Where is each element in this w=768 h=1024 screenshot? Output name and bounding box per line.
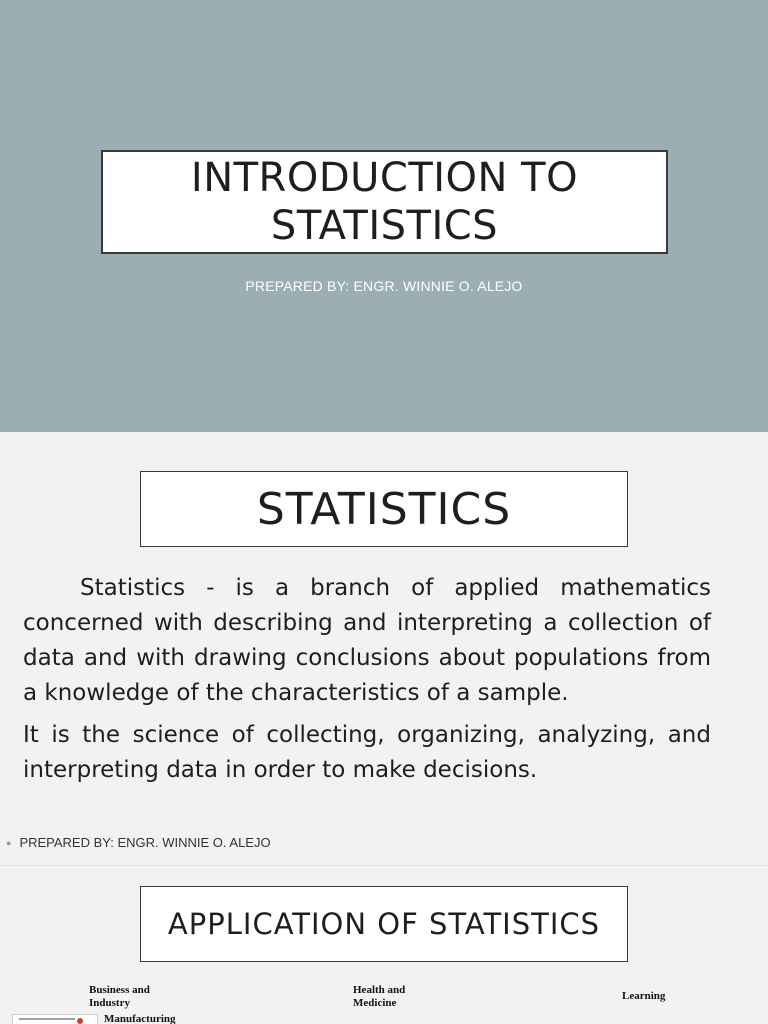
category-business-industry: Business and Industry [89, 984, 150, 1009]
footer-text: PREPARED BY: ENGR. WINNIE O. ALEJO [19, 835, 271, 850]
bullet-icon: ● [6, 837, 12, 848]
statistics-slide [0, 432, 768, 866]
title-slide [0, 0, 768, 432]
category-health-medicine: Health and Medicine [353, 984, 406, 1009]
slide-footer [6, 835, 271, 850]
category-manufacturing: Manufacturing [104, 1013, 176, 1024]
slide-title: APPLICATION OF STATISTICS [167, 907, 601, 941]
category-learning: Learning [622, 990, 666, 1002]
slide-title: INTRODUCTION TO STATISTICS [190, 155, 579, 249]
science-paragraph: It is the science of collecting, organizing, analyzing, and interpreting data in order to make decisions. [23, 722, 711, 783]
slide-subtitle: PREPARED BY: ENGR. WINNIE O. ALEJO [245, 278, 523, 294]
slide-title: STATISTICS [256, 483, 512, 535]
title-box [140, 886, 628, 962]
application-slide [0, 866, 768, 1024]
definition-paragraph: Statistics - is a branch of applied mathematics concerned with describing and interpreting a collection of data and with drawing conclusions about populations from a knowledge of the characteristics of a sample. [23, 575, 711, 706]
title-box [140, 471, 628, 547]
title-box [101, 150, 668, 254]
business-thumbnail-image [12, 1014, 98, 1024]
slide-body [23, 571, 711, 788]
